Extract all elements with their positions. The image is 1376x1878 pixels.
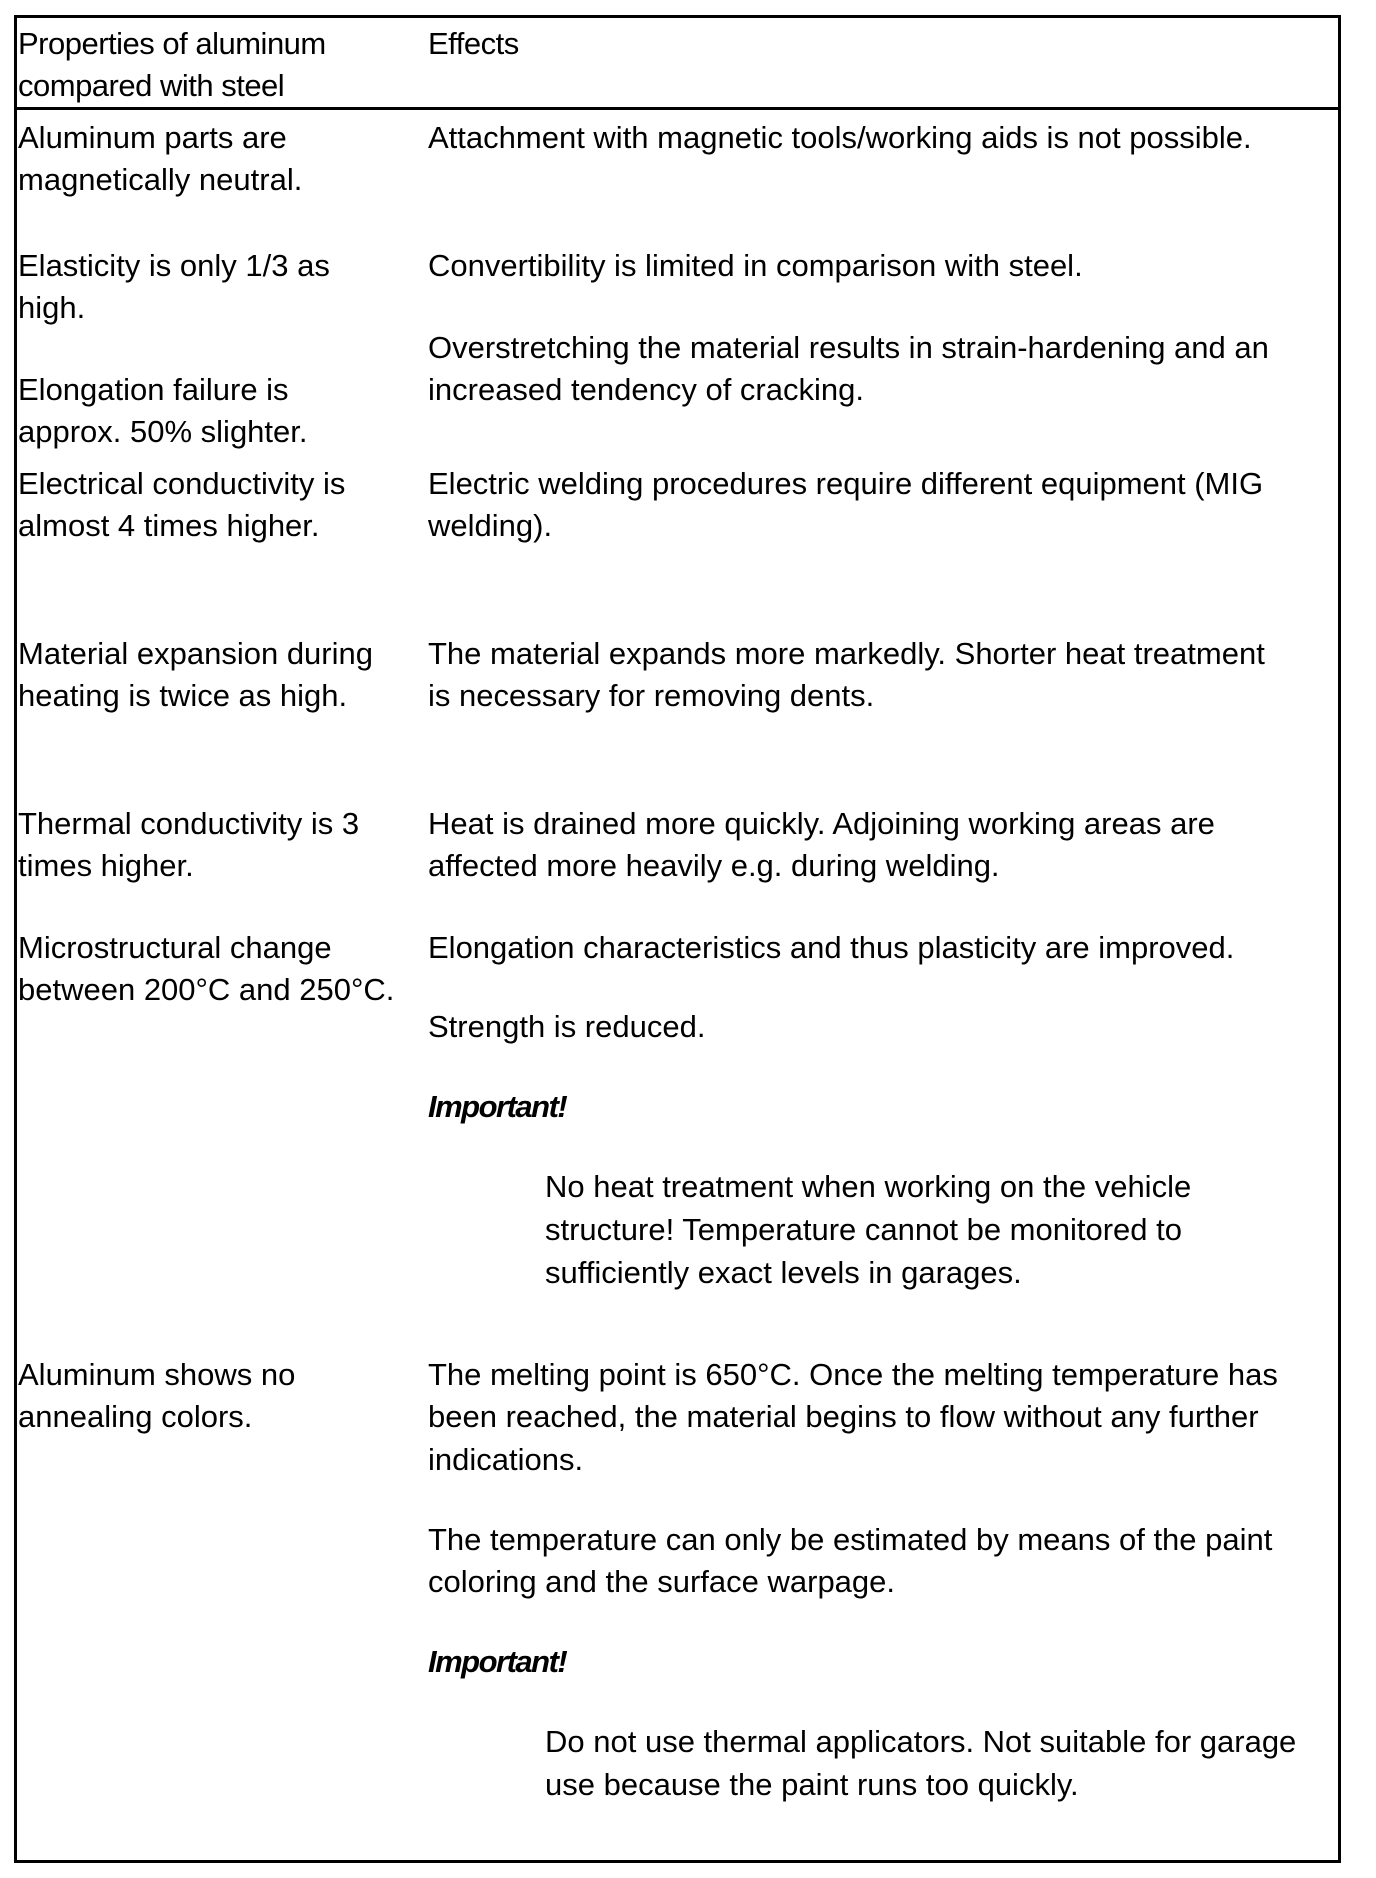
property-text: annealing colors.	[18, 1399, 253, 1434]
effect-text: increased tendency of cracking.	[428, 372, 864, 407]
property-text: Aluminum parts are	[18, 120, 287, 155]
property-text: high.	[18, 290, 86, 325]
important-label: Important!	[428, 1644, 567, 1679]
important-note-text: No heat treatment when working on the vehicle	[545, 1169, 1192, 1204]
property-text: Aluminum shows no	[18, 1357, 296, 1392]
property-text: almost 4 times higher.	[18, 508, 320, 543]
property-text: Microstructural change	[18, 930, 332, 965]
effect-text: The melting point is 650°C. Once the melting temperature has	[428, 1357, 1278, 1392]
property-text: Elongation failure is	[18, 372, 289, 407]
effect-text: Elongation characteristics and thus plasticity are improved.	[428, 930, 1235, 965]
important-note-text: Do not use thermal applicators. Not suitable for garage	[545, 1724, 1297, 1759]
effect-text: Heat is drained more quickly. Adjoining working areas are	[428, 806, 1215, 841]
effect-text: coloring and the surface warpage.	[428, 1564, 896, 1599]
header-divider	[14, 107, 1341, 110]
property-text: times higher.	[18, 848, 194, 883]
effect-text: Strength is reduced.	[428, 1009, 706, 1044]
effect-text: indications.	[428, 1442, 584, 1477]
effect-text: welding).	[428, 508, 553, 543]
property-text: approx. 50% slighter.	[18, 414, 308, 449]
effect-text: The temperature can only be estimated by means of the paint	[428, 1522, 1273, 1557]
important-label: Important!	[428, 1089, 567, 1124]
property-text: heating is twice as high.	[18, 678, 348, 713]
property-text: Electrical conductivity is	[18, 466, 346, 501]
header-property-line-2: compared with steel	[18, 68, 285, 103]
effect-text: The material expands more markedly. Shorter heat treatment	[428, 636, 1265, 671]
property-text: Material expansion during	[18, 636, 373, 671]
important-note-text: use because the paint runs too quickly.	[545, 1767, 1079, 1802]
important-note-text: structure! Temperature cannot be monitored to	[545, 1212, 1182, 1247]
effect-text: Electric welding procedures require different equipment (MIG	[428, 466, 1264, 501]
header-effects: Effects	[428, 26, 519, 61]
header-property-line-1: Properties of aluminum	[18, 26, 326, 61]
important-note-text: sufficiently exact levels in garages.	[545, 1255, 1022, 1290]
effect-text: affected more heavily e.g. during welding.	[428, 848, 1000, 883]
property-text: magnetically neutral.	[18, 162, 303, 197]
property-text: Thermal conductivity is 3	[18, 806, 360, 841]
effect-text: been reached, the material begins to flow without any further	[428, 1399, 1259, 1434]
effect-text: is necessary for removing dents.	[428, 678, 875, 713]
property-text: Elasticity is only 1/3 as	[18, 248, 330, 283]
effect-text: Overstretching the material results in strain-hardening and an	[428, 330, 1269, 365]
effect-text: Attachment with magnetic tools/working aids is not possible.	[428, 120, 1252, 155]
effect-text: Convertibility is limited in comparison with steel.	[428, 248, 1083, 283]
property-text: between 200°C and 250°C.	[18, 972, 395, 1007]
